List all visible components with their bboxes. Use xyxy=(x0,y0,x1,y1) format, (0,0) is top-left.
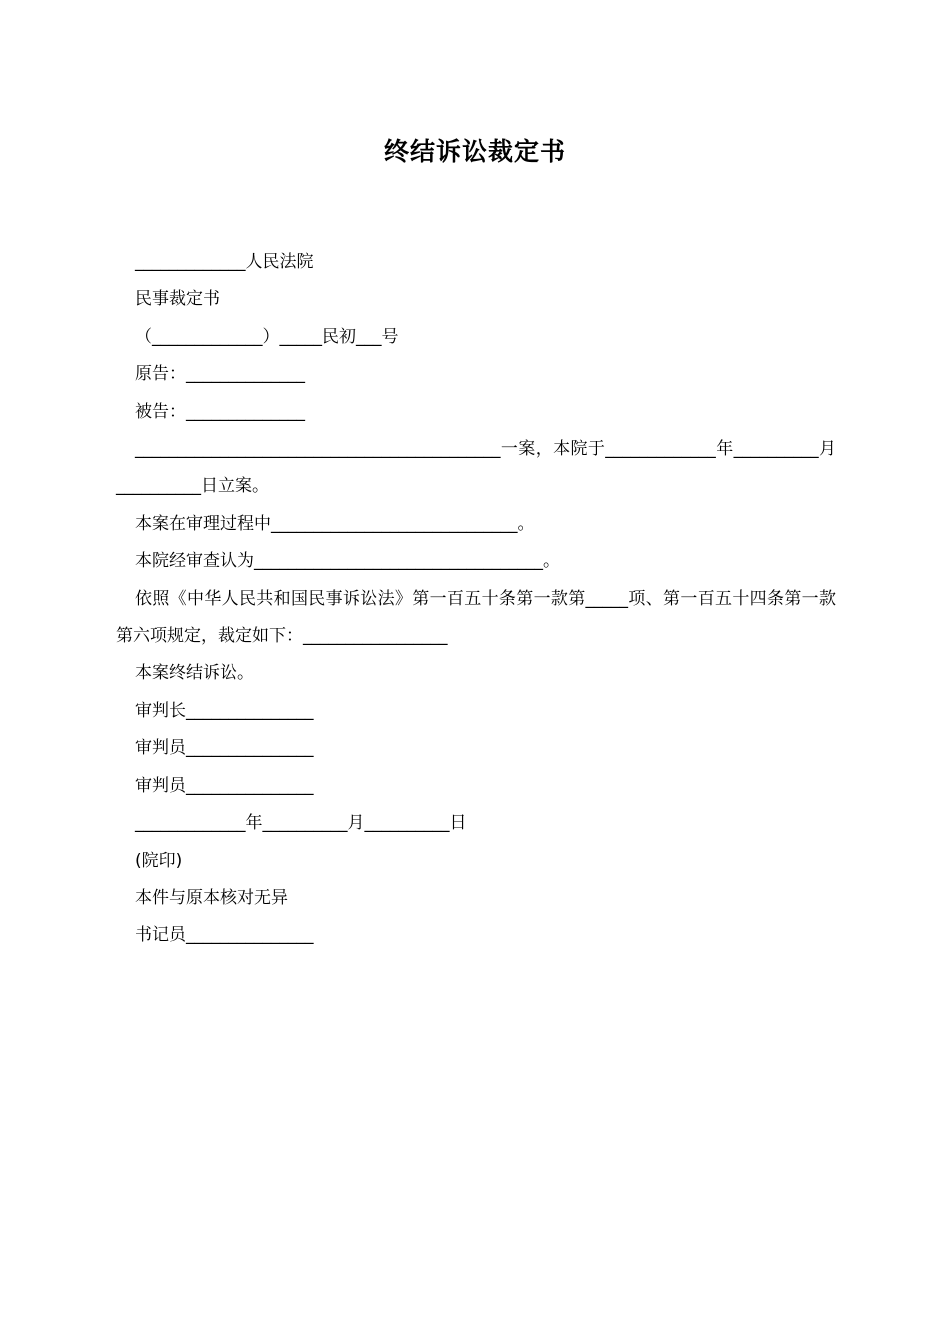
defendant-line: 被告：______________ xyxy=(135,401,305,422)
case-filing-paragraph: ___________________________________________一案，本院于_____________年__________月__________日立案。 xyxy=(116,439,836,497)
trial-process-line: 本案在审理过程中_____________________________。 xyxy=(135,513,535,534)
document-type-line: 民事裁定书 xyxy=(135,289,220,310)
legal-basis-paragraph: 依照《中华人民共和国民事诉讼法》第一百五十条第一款第_____项、第一百五十四条第一款第六项规定，裁定如下：_________________ xyxy=(116,588,836,647)
verification-line: 本件与原本核对无异 xyxy=(135,887,288,908)
ruling-line: 本案终结诉讼。 xyxy=(135,663,254,684)
court-seal-line: (院印) xyxy=(135,850,183,871)
judge-line-1: 审判员_______________ xyxy=(135,738,314,759)
document-body xyxy=(116,244,836,955)
case-number-line: （_____________）_____民初___号 xyxy=(135,326,399,347)
plaintiff-line: 原告：______________ xyxy=(135,364,305,385)
clerk-line: 书记员_______________ xyxy=(135,925,314,946)
court-name-line: _____________人民法院 xyxy=(135,252,314,272)
judge-line-2: 审判员_______________ xyxy=(135,775,314,796)
presiding-judge-line: 审判长_______________ xyxy=(135,700,314,721)
date-line: _____________年__________月__________日 xyxy=(135,813,467,834)
court-finding-line: 本院经审查认为__________________________________。 xyxy=(135,551,560,572)
document-title: 终结诉讼裁定书 xyxy=(383,137,566,166)
